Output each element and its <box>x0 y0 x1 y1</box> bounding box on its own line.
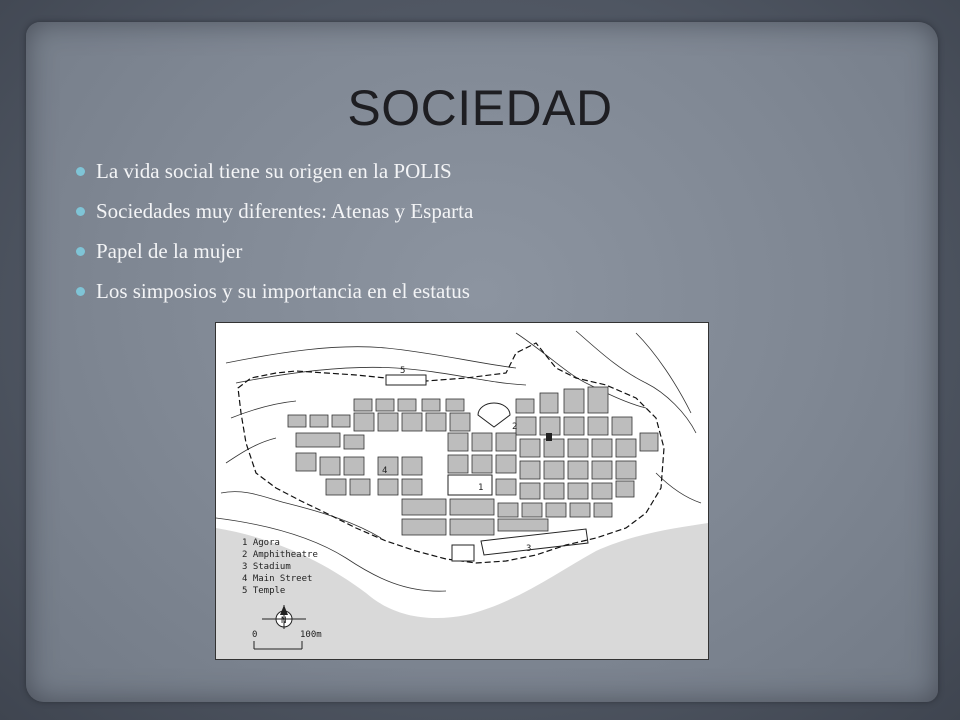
legend-item: 1 Agora <box>242 538 280 548</box>
harbour-building <box>452 545 474 561</box>
temple-marker-label: 5 <box>400 366 406 376</box>
bullet-item <box>74 154 473 194</box>
north-label: N <box>281 616 287 626</box>
agora-area <box>448 475 492 495</box>
scale-distance-label: 100m <box>300 630 322 640</box>
city-plan-drawing <box>216 323 708 659</box>
bullet-item <box>74 194 473 234</box>
sea-area <box>216 523 708 659</box>
bullet-marker-icon <box>76 207 85 216</box>
scale-zero-label: 0 <box>252 630 258 640</box>
amphitheatre-marker-label: 2 <box>512 422 518 432</box>
bullet-text: La vida social tiene su origen en la POLIS <box>96 159 452 183</box>
bullet-text: Sociedades muy diferentes: Atenas y Esparta <box>96 199 474 223</box>
bullet-text: Papel de la mujer <box>96 239 243 263</box>
legend-item: 3 Stadium <box>242 562 291 572</box>
bullet-marker-icon <box>76 247 85 256</box>
bullet-marker-icon <box>76 167 85 176</box>
legend-item: 4 Main Street <box>242 574 313 584</box>
legend-item: 2 Amphitheatre <box>242 550 318 560</box>
stadium-marker-label: 3 <box>526 544 532 554</box>
temple-shape <box>386 375 426 385</box>
city-plan-map <box>215 322 709 660</box>
temple-marker <box>546 433 552 441</box>
main-street-marker-label: 4 <box>382 466 388 476</box>
bullet-item <box>74 274 473 314</box>
bullet-marker-icon <box>76 287 85 296</box>
street-grid <box>288 387 658 535</box>
bullet-list <box>74 154 473 314</box>
stadium-shape <box>481 529 588 555</box>
bullet-text: Los simposios y su importancia en el estatus <box>96 279 470 303</box>
amphitheatre-shape <box>478 403 510 427</box>
legend-item: 5 Temple <box>242 586 286 596</box>
slide-title: SOCIEDAD <box>347 80 613 136</box>
bullet-item <box>74 234 473 274</box>
agora-marker-label: 1 <box>478 483 484 493</box>
